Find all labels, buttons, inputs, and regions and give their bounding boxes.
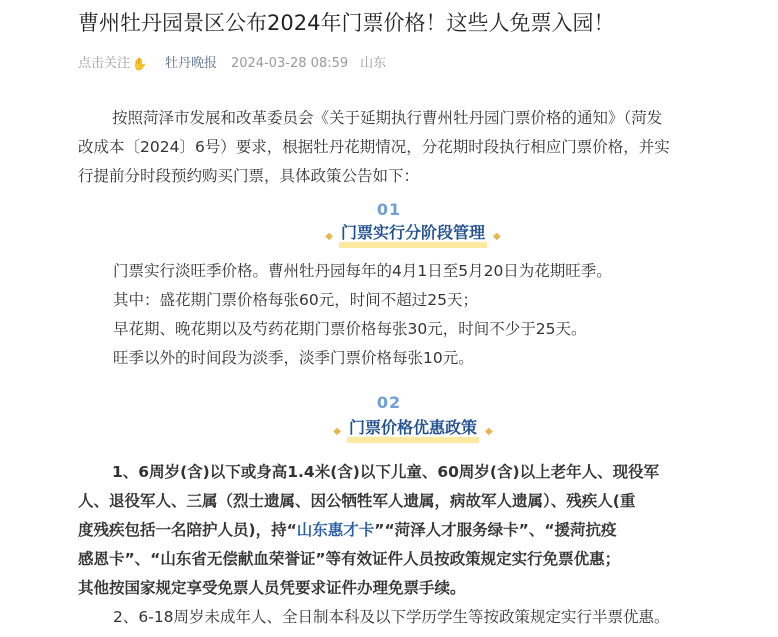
price-rules — [113, 257, 763, 373]
publish-time: 2024-03-28 08:59 — [230, 56, 349, 71]
article-meta — [78, 54, 386, 74]
free-ticket-policy — [78, 458, 768, 603]
section-heading — [318, 223, 508, 249]
article-title: 曹州牡丹园景区公布2024年门票价格！这些人免票入园！ — [78, 11, 615, 35]
diamond-icon: ◆ — [493, 230, 501, 242]
diamond-icon: ◆ — [325, 230, 333, 242]
price-rule-line: 早花期、晚花期以及芍药花期门票价格每张30元，时间不少于25天。 — [113, 320, 587, 338]
thumbs-up-icon: ✋ — [132, 57, 147, 71]
follow-label: 点击关注 — [78, 56, 131, 71]
follow-button[interactable] — [78, 54, 147, 74]
policy-text: 度残疾包括一名陪护人员)，持“ — [78, 521, 297, 539]
publish-location: 山东 — [360, 56, 387, 71]
diamond-icon: ◆ — [333, 425, 341, 437]
intro-line: 改成本〔2024〕6号）要求，根据牡丹花期情况，分花期时段执行相应门票价格，并实 — [78, 138, 670, 156]
intro-line: 按照菏泽市发展和改革委员会《关于延期执行曹州牡丹园门票价格的通知》（菏发 — [112, 109, 663, 127]
section-heading-text: 门票价格优惠政策 — [347, 419, 479, 443]
policy-line — [78, 516, 768, 545]
intro-paragraph — [78, 104, 768, 191]
highlight-card-name: 山东惠才卡 — [296, 521, 375, 539]
source-link[interactable]: 牡丹晚报 — [164, 56, 217, 71]
price-rule-line: 门票实行淡旺季价格。曹州牡丹园每年的4月1日至5月20日为花期旺季。 — [113, 262, 612, 280]
policy-line: 感恩卡”、“山东省无偿献血荣誉证”等有效证件人员按政策规定实行免票优惠； — [78, 550, 621, 568]
intro-line: 行提前分时段预约购买门票，具体政策公告如下： — [78, 167, 420, 185]
price-rule-line: 旺季以外的时间段为淡季，淡季门票价格每张10元。 — [113, 349, 474, 367]
section-heading-text: 门票实行分阶段管理 — [339, 224, 487, 248]
section-number: 01 — [376, 200, 402, 219]
section-heading — [318, 418, 508, 444]
price-rule-line: 其中：盛花期门票价格每张60元，时间不超过25天； — [113, 291, 478, 309]
half-ticket-policy: 2、6-18周岁未成年人、全日制本科及以下学历学生等按政策规定实行半票优惠。 — [113, 608, 670, 626]
policy-line: 1、6周岁(含)以下或身高1.4米(含)以下儿童、60周岁(含)以上老年人、现役军 — [112, 463, 660, 481]
policy-line: 人、退役军人、三属（烈士遗属、因公牺牲军人遗属，病故军人遗属）、残疾人(重 — [78, 492, 636, 510]
policy-text: ”“菏泽人才服务绿卡”、“援菏抗疫 — [374, 521, 617, 539]
section-number: 02 — [376, 393, 402, 412]
policy-line: 其他按国家规定享受免票人员凭要求证件办理免票手续。 — [78, 579, 466, 597]
diamond-icon: ◆ — [485, 425, 493, 437]
